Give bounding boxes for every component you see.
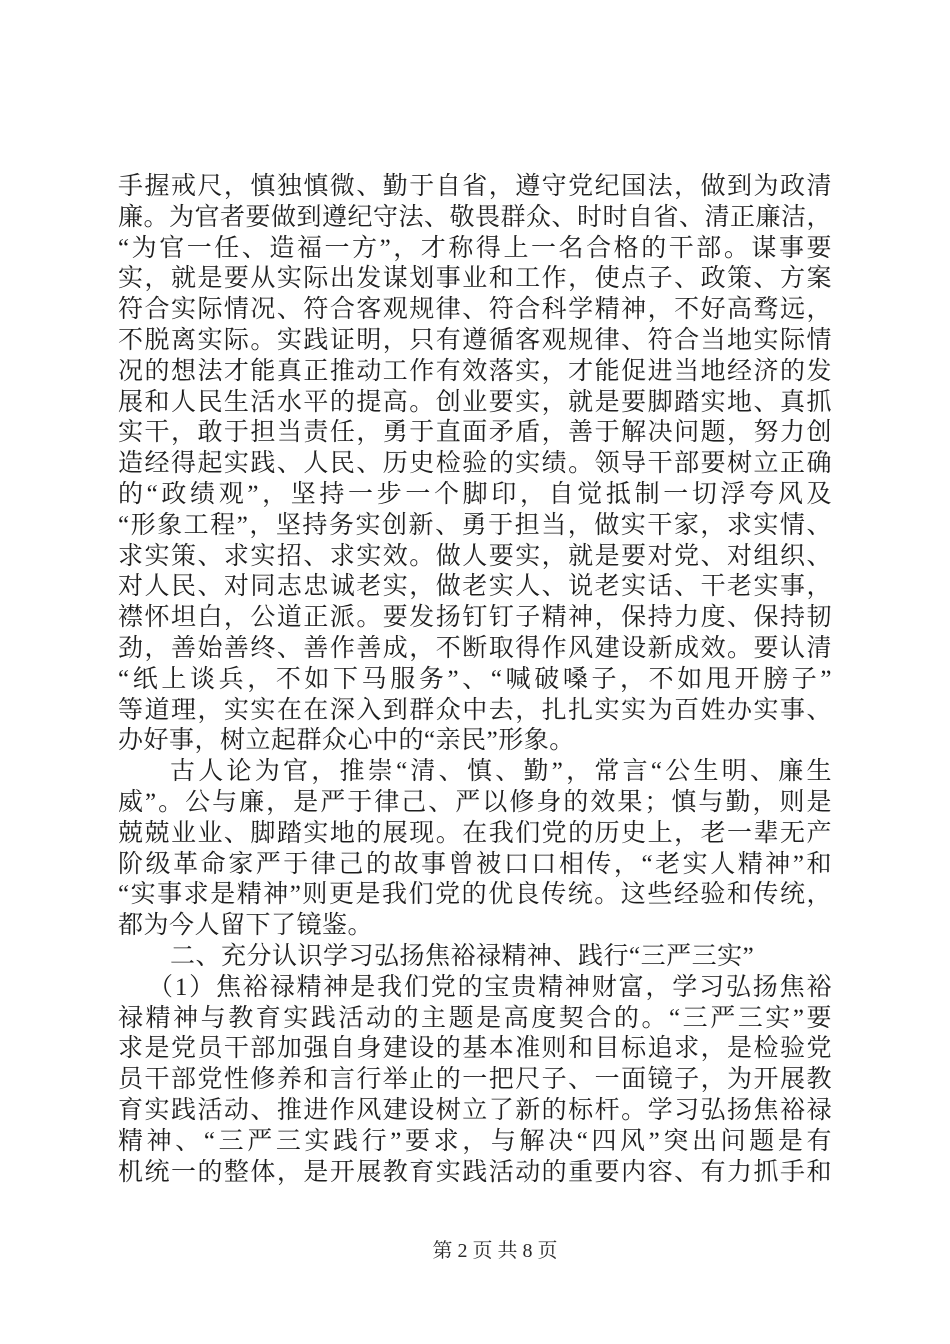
text-line: 实干，敢于担当责任，勇于直面矛盾，善于解决问题，努力创 bbox=[118, 419, 832, 447]
text-line: 对人民、对同志忠诚老实，做老实人、说老实话、干老实事， bbox=[118, 573, 832, 601]
text-line: 古人论为官，推崇“清、慎、勤”，常言“公生明、廉生 bbox=[170, 758, 832, 786]
text-line: 阶级革命家严于律己的故事曾被口口相传，“老实人精神”和 bbox=[118, 850, 832, 878]
text-line: 符合实际情况、符合客观规律、符合科学精神，不好高骛远， bbox=[118, 296, 832, 324]
text-line: 兢兢业业、脚踏实地的展现。在我们党的历史上，老一辈无产 bbox=[118, 819, 832, 847]
text-line: 员干部党性修养和言行举止的一把尺子、一面镜子，为开展教 bbox=[118, 1066, 832, 1094]
text-line: 育实践活动、推进作风建设树立了新的标杆。学习弘扬焦裕禄 bbox=[118, 1096, 832, 1124]
text-line: 实，就是要从实际出发谋划事业和工作，使点子、政策、方案 bbox=[118, 265, 832, 293]
text-line: 二、充分认识学习弘扬焦裕禄精神、践行“三严三实” bbox=[170, 942, 755, 970]
text-line: 造经得起实践、人民、历史检验的实绩。领导干部要树立正确 bbox=[118, 450, 832, 478]
text-line: 等道理，实实在在深入到群众中去，扎扎实实为百姓办实事、 bbox=[118, 696, 832, 724]
text-line: “形象工程”，坚持务实创新、勇于担当，做实干家，求实情、 bbox=[118, 511, 832, 539]
text-line: “为官一任、造福一方”，才称得上一名合格的干部。谋事要 bbox=[118, 234, 832, 262]
document-text-block bbox=[118, 172, 832, 1188]
text-line: “纸上谈兵，不如下马服务”、“喊破嗓子，不如甩开膀子” bbox=[118, 665, 832, 693]
text-line: 展和人民生活水平的提高。创业要实，就是要脚踏实地、真抓 bbox=[118, 388, 832, 416]
text-line: “实事求是精神”则更是我们党的优良传统。这些经验和传统， bbox=[118, 881, 832, 909]
text-line: （1）焦裕禄精神是我们党的宝贵精神财富，学习弘扬焦裕 bbox=[148, 973, 832, 1001]
text-line: 况的想法才能真正推动工作有效落实，才能促进当地经济的发 bbox=[118, 357, 832, 385]
text-line: 廉。为官者要做到遵纪守法、敬畏群众、时时自省、清正廉洁， bbox=[118, 203, 832, 231]
page-footer bbox=[0, 1238, 950, 1264]
text-line: 精神、“三严三实践行”要求，与解决“四风”突出问题是有 bbox=[118, 1127, 832, 1155]
text-line: 的“政绩观”，坚持一步一个脚印，自觉抵制一切浮夸风及 bbox=[118, 480, 832, 508]
text-line: 手握戒尺，慎独慎微、勤于自省，遵守党纪国法，做到为政清 bbox=[118, 173, 832, 200]
text-line: 机统一的整体，是开展教育实践活动的重要内容、有力抓手和 bbox=[118, 1158, 832, 1186]
text-line: 都为今人留下了镜鉴。 bbox=[118, 912, 374, 940]
text-line: 威”。公与廉，是严于律己、严以修身的效果；慎与勤，则是 bbox=[118, 788, 832, 816]
text-line: 求是党员干部加强自身建设的基本准则和目标追求，是检验党 bbox=[118, 1035, 832, 1063]
text-line: 禄精神与教育实践活动的主题是高度契合的。“三严三实”要 bbox=[118, 1004, 832, 1032]
text-line: 不脱离实际。实践证明，只有遵循客观规律、符合当地实际情 bbox=[118, 326, 832, 354]
text-line: 求实策、求实招、求实效。做人要实，就是要对党、对组织、 bbox=[118, 542, 832, 570]
text-line: 办好事，树立起群众心中的“亲民”形象。 bbox=[118, 727, 575, 755]
text-line: 襟怀坦白，公道正派。要发扬钉钉子精神，保持力度、保持韧 bbox=[118, 604, 832, 632]
text-line: 劲，善始善终、善作善成，不断取得作风建设新成效。要认清 bbox=[118, 634, 832, 662]
page-number-label: 第 2 页 共 8 页 bbox=[432, 1240, 558, 1262]
